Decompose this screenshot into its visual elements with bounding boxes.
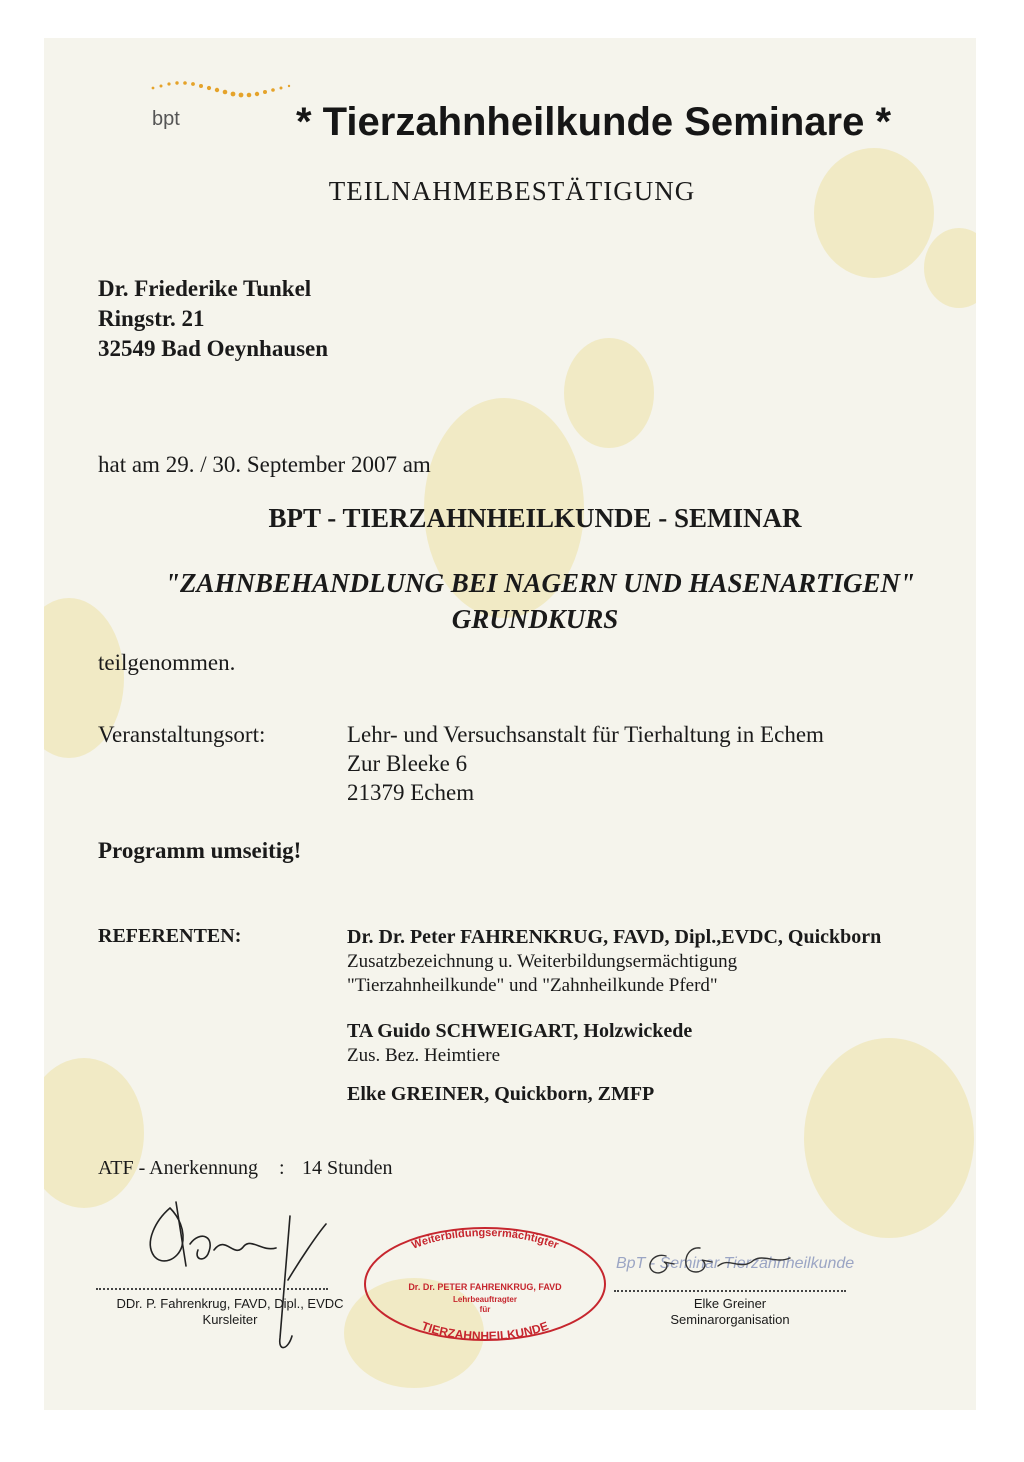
svg-text:Weiterbildungsermächtigter bbox=[410, 1227, 561, 1252]
recipient-street: Ringstr. 21 bbox=[98, 306, 205, 331]
venue-line: Zur Bleeke 6 bbox=[347, 751, 468, 776]
venue-line: Lehr- und Versuchsanstalt für Tierhaltung in Echem bbox=[347, 722, 824, 747]
paw-watermark bbox=[564, 338, 654, 448]
signature-role: Kursleiter bbox=[202, 1312, 258, 1327]
stamp-arc-bottom: TIERZAHNHEILKUNDE bbox=[419, 1318, 551, 1344]
speakers-label: REFERENTEN: bbox=[98, 925, 242, 947]
speaker-detail: Zusatzbezeichnung u. Weiterbildungsermächtigung bbox=[347, 951, 738, 972]
greiner-signature-icon bbox=[630, 1236, 830, 1286]
bpt-logo: bpt bbox=[152, 108, 180, 130]
course-title: "ZAHNBEHANDLUNG BEI NAGERN UND HASENARTIGEN" bbox=[164, 568, 916, 598]
atf-label: ATF - Anerkennung bbox=[98, 1157, 258, 1179]
fahrenkrug-signature-icon bbox=[130, 1190, 340, 1360]
svg-text:TIERZAHNHEILKUNDE bbox=[420, 1319, 551, 1343]
seminar-title: BPT - TIERZAHNHEILKUNDE - SEMINAR bbox=[268, 503, 802, 533]
atf-value: 14 Stunden bbox=[302, 1157, 393, 1179]
recipient-name: Dr. Friederike Tunkel bbox=[98, 276, 312, 301]
speaker-name: TA Guido SCHWEIGART, Holzwickede bbox=[347, 1020, 693, 1042]
participated-text: teilgenommen. bbox=[98, 650, 236, 675]
course-subtitle: GRUNDKURS bbox=[451, 604, 619, 634]
seminar-name-stamp: BpT - Seminar Tierzahnheilkunde bbox=[616, 1255, 855, 1272]
date-line: hat am 29. / 30. September 2007 am bbox=[98, 452, 431, 477]
signature-name: DDr. P. Fahrenkrug, FAVD, Dipl., EVDC bbox=[116, 1296, 344, 1311]
stamp-line: Dr. Dr. PETER FAHRENKRUG, FAVD bbox=[408, 1282, 562, 1292]
stamp-line: Lehrbeauftragter bbox=[452, 1295, 518, 1304]
paw-watermark bbox=[924, 228, 976, 308]
stamp-line: für bbox=[479, 1305, 491, 1314]
atf-separator: : bbox=[279, 1157, 285, 1179]
signature-line bbox=[96, 1288, 328, 1290]
document-subtitle: TEILNAHMEBESTÄTIGUNG bbox=[328, 176, 696, 206]
speaker-name: Dr. Dr. Peter FAHRENKRUG, FAVD, Dipl.,EVDC, Quickborn bbox=[347, 926, 882, 948]
header-title: * Tierzahnheilkunde Seminare * bbox=[296, 100, 892, 144]
signature-role: Seminarorganisation bbox=[670, 1312, 790, 1327]
stamp-arc-top: Weiterbildungsermächtigter bbox=[410, 1226, 561, 1252]
paw-watermark bbox=[804, 1038, 974, 1238]
paw-watermark bbox=[44, 1058, 144, 1208]
logo-dots-icon bbox=[148, 78, 298, 108]
speaker-detail: Zus. Bez. Heimtiere bbox=[347, 1045, 501, 1066]
signature-name: Elke Greiner bbox=[693, 1296, 767, 1311]
official-stamp-icon bbox=[360, 1218, 610, 1348]
paw-watermark bbox=[814, 148, 934, 278]
speaker-detail: "Tierzahnheilkunde" und "Zahnheilkunde Pferd" bbox=[347, 975, 718, 996]
speaker-name: Elke GREINER, Quickborn, ZMFP bbox=[347, 1083, 655, 1105]
recipient-city: 32549 Bad Oeynhausen bbox=[98, 336, 329, 361]
venue-label: Veranstaltungsort: bbox=[98, 722, 266, 747]
program-note: Programm umseitig! bbox=[98, 838, 302, 863]
signature-line bbox=[614, 1290, 846, 1292]
venue-line: 21379 Echem bbox=[347, 780, 475, 805]
